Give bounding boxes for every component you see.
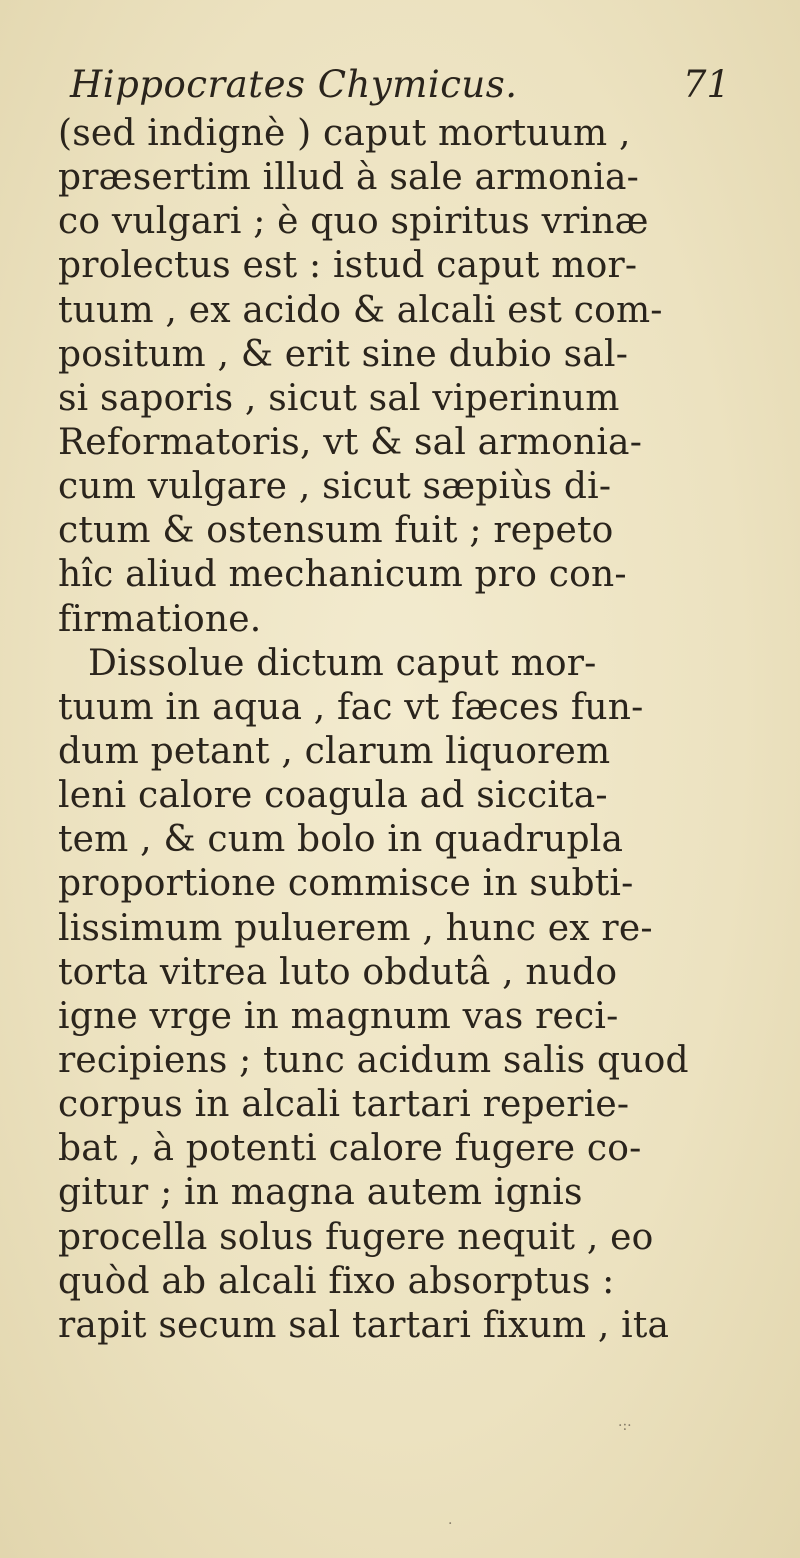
text-line: tem , & cum bolo in quadrupla (58, 819, 624, 861)
text-line: procella solus fugere nequit , eo (58, 1216, 654, 1258)
text-line: (sed indignè ) caput mortuum , (58, 113, 631, 154)
text-line: hîc aliud mechanicum pro con- (58, 554, 627, 596)
text-line: præsertim illud à sale armonia- (58, 157, 639, 199)
running-title: Hippocrates Chymicus. (70, 63, 518, 106)
text-line: tuum in aqua , fac vt fæces fun- (58, 686, 644, 728)
text-line: tuum , ex acido & alcali est com- (58, 289, 663, 331)
text-line: co vulgari ; è quo spiritus vrinæ (58, 201, 649, 243)
text-line: si saporis , sicut sal viperinum (58, 377, 620, 419)
text-line: proportione commisce in subti- (58, 863, 634, 905)
running-head (70, 62, 730, 108)
page-number: 71 (682, 63, 730, 106)
text-line: dum petant , clarum liquorem (58, 730, 611, 772)
text-line: quòd ab alcali fixo absorptus : (58, 1260, 615, 1302)
text-line: lissimum puluerem , hunc ex re- (58, 907, 653, 949)
text-line: prolectus est : istud caput mor- (58, 245, 638, 287)
text-line: recipiens ; tunc acidum salis quod (58, 1039, 689, 1081)
text-line: igne vrge in magnum vas reci- (58, 995, 619, 1037)
ink-speck: ·:· (618, 1418, 632, 1434)
paragraph-start-line: Dissolue dictum caput mor- (88, 642, 597, 684)
text-line: cum vulgare , sicut sæpiùs di- (58, 466, 612, 508)
text-line: ctum & ostensum fuit ; repeto (58, 510, 614, 552)
text-line: firmatione. (58, 598, 262, 640)
text-line: rapit secum sal tartari fixum , ita (58, 1304, 670, 1346)
ink-speck: · (448, 1516, 453, 1532)
text-line: corpus in alcali tartari reperie- (58, 1084, 630, 1126)
text-line: gitur ; in magna autem ignis (58, 1172, 583, 1214)
text-line: leni calore coagula ad siccita- (58, 775, 608, 817)
text-line: Reformatoris, vt & sal armonia- (58, 421, 643, 463)
text-line: bat , à potenti calore fugere co- (58, 1128, 642, 1170)
text-line: torta vitrea luto obdutâ , nudo (58, 951, 618, 993)
text-line: positum , & erit sine dubio sal- (58, 333, 629, 375)
body-text (58, 112, 758, 1348)
